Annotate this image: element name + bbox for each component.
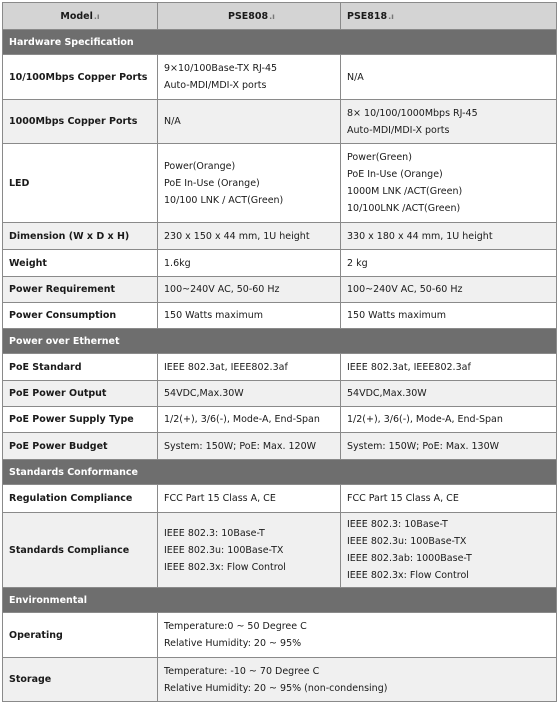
cell-pse808: 230 x 150 x 44 mm, 1U height (158, 223, 341, 250)
cell-pse808: 9×10/100Base-TX RJ-45 Auto-MDI/MDI-X ports (158, 55, 341, 100)
row-label: Power Requirement (3, 277, 158, 303)
table-row (3, 144, 557, 223)
cell-pse808: IEEE 802.3at, IEEE802.3af (158, 354, 341, 381)
header-model: Model.ı (3, 3, 158, 30)
row-label: Regulation Compliance (3, 485, 158, 513)
cell-pse808: FCC Part 15 Class A, CE (158, 485, 341, 513)
row-label: PoE Power Output (3, 381, 158, 407)
cell-pse808: 150 Watts maximum (158, 303, 341, 329)
section-hardware: Hardware Specification (3, 30, 557, 55)
table-row (3, 354, 557, 381)
table-row (3, 250, 557, 277)
cell-pse808: Power(Orange) PoE In-Use (Orange) 10/100 LNK / ACT(Green) (158, 144, 341, 223)
header-pse818: PSE818.ı (341, 3, 557, 30)
row-label: PoE Power Budget (3, 433, 158, 460)
header-pse808: PSE808.ı (158, 3, 341, 30)
row-label: 1000Mbps Copper Ports (3, 100, 158, 144)
cell-pse818: 54VDC,Max.30W (341, 381, 557, 407)
table-row (3, 277, 557, 303)
row-label: PoE Power Supply Type (3, 407, 158, 433)
table-row (3, 303, 557, 329)
table-row (3, 433, 557, 460)
cell-operating: Temperature:0 ~ 50 Degree C Relative Humidity: 20 ~ 95% (158, 613, 557, 658)
row-label: Dimension (W x D x H) (3, 223, 158, 250)
cell-pse818: IEEE 802.3: 10Base-T IEEE 802.3u: 100Base-TX IEEE 802.3ab: 1000Base-T IEEE 802.3x: Flow Control (341, 513, 557, 588)
row-label: Weight (3, 250, 158, 277)
row-label: 10/100Mbps Copper Ports (3, 55, 158, 100)
section-environmental: Environmental (3, 588, 557, 613)
cell-pse818: Power(Green) PoE In-Use (Orange) 1000M LNK /ACT(Green) 10/100LNK /ACT(Green) (341, 144, 557, 223)
table-row (3, 55, 557, 100)
row-label: LED (3, 144, 158, 223)
cell-pse818: 2 kg (341, 250, 557, 277)
spec-table (2, 2, 557, 702)
cell-pse808: 54VDC,Max.30W (158, 381, 341, 407)
row-label: Operating (3, 613, 158, 658)
table-row (3, 381, 557, 407)
cell-pse808: N/A (158, 100, 341, 144)
cell-pse818: FCC Part 15 Class A, CE (341, 485, 557, 513)
table-header-row (3, 3, 557, 30)
cell-pse808: System: 150W; PoE: Max. 120W (158, 433, 341, 460)
cell-pse818: 1/2(+), 3/6(-), Mode-A, End-Span (341, 407, 557, 433)
table-row (3, 485, 557, 513)
cell-pse818: System: 150W; PoE: Max. 130W (341, 433, 557, 460)
cell-pse808: 1/2(+), 3/6(-), Mode-A, End-Span (158, 407, 341, 433)
cell-pse818: 330 x 180 x 44 mm, 1U height (341, 223, 557, 250)
section-poe: Power over Ethernet (3, 329, 557, 354)
table-row (3, 513, 557, 588)
table-row (3, 100, 557, 144)
table-row (3, 613, 557, 658)
cell-pse808: 1.6kg (158, 250, 341, 277)
cell-pse808: IEEE 802.3: 10Base-T IEEE 802.3u: 100Base-TX IEEE 802.3x: Flow Control (158, 513, 341, 588)
table-row (3, 223, 557, 250)
cell-storage: Temperature: -10 ~ 70 Degree C Relative Humidity: 20 ~ 95% (non-condensing) (158, 658, 557, 702)
cell-pse818: 100~240V AC, 50-60 Hz (341, 277, 557, 303)
cell-pse818: 150 Watts maximum (341, 303, 557, 329)
row-label: Storage (3, 658, 158, 702)
cell-pse818: IEEE 802.3at, IEEE802.3af (341, 354, 557, 381)
row-label: Standards Compliance (3, 513, 158, 588)
table-row (3, 407, 557, 433)
row-label: Power Consumption (3, 303, 158, 329)
section-standards: Standards Conformance (3, 460, 557, 485)
cell-pse808: 100~240V AC, 50-60 Hz (158, 277, 341, 303)
row-label: PoE Standard (3, 354, 158, 381)
table-row (3, 658, 557, 702)
cell-pse818: 8× 10/100/1000Mbps RJ-45 Auto-MDI/MDI-X ports (341, 100, 557, 144)
cell-pse818: N/A (341, 55, 557, 100)
